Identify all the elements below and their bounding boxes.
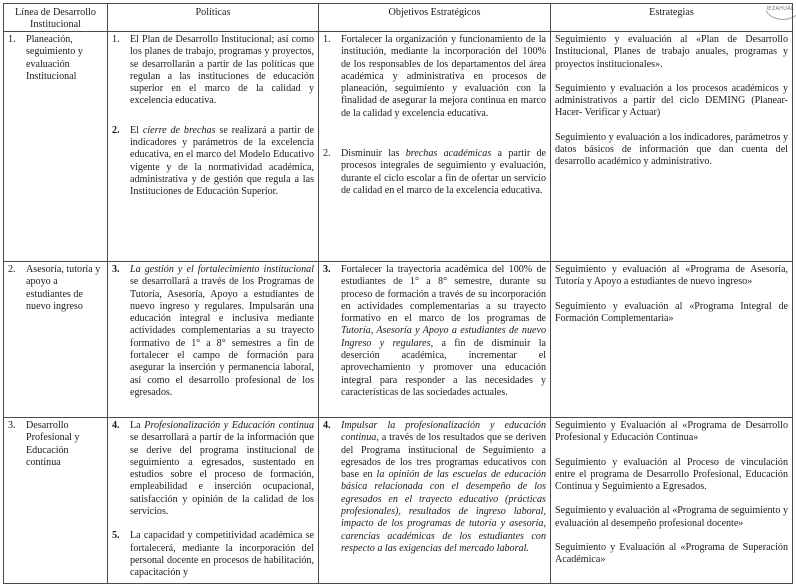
objectives-cell [319, 262, 551, 418]
policies-cell [108, 418, 319, 584]
strategy-text: Seguimiento y evaluación al «Programa de seguimiento y evaluación al desempeño profesional docente» [555, 505, 788, 529]
objectives-cell [319, 32, 551, 262]
line-name: Planeación, seguimiento y evaluación Institucional [26, 34, 83, 82]
line-number: 2. [8, 264, 16, 275]
policy-text: El cierre de brechas se realizará a partir de indicadores y parámetros de la excelencia educativa, en el marco del Modelo Educativo vigente y de la normatividad académica, administrativa y de gestión que regula a las Instituciones de Educación Superior. [130, 124, 315, 198]
policy-number: 2. [112, 124, 120, 136]
policy-text: La capacidad y competitividad académica se fortalecerá, mediante la incorporación del personal docente en procesos de habilitación, capacitación y [130, 530, 314, 579]
table-row [4, 418, 793, 584]
policies-cell [108, 262, 319, 418]
line-name: Asesoría, tutoría y apoyo a estudiantes de nuevo ingreso [26, 264, 101, 312]
line-name: Desarrollo Profesional y Educación continua [26, 420, 80, 468]
policy-text: El Plan de Desarrollo Institucional; así como los planes de trabajo, programas y proyectos, se desarrollarán a partir de las políticas que regulan a las instituciones de educación superior en el marco de la calidad y excelencia educativa. [130, 34, 314, 107]
table-row [4, 32, 793, 262]
table-row [4, 262, 793, 418]
policy-number: 1. [112, 34, 120, 45]
strategies-cell [551, 418, 793, 584]
line-number: 1. [8, 34, 16, 45]
policy-number: 5. [112, 530, 120, 542]
policy-text: La gestión y el fortalecimiento institucional se desarrollará a través de los Programas de Tutoría, Asesoría, Apoyo a estudiantes de nuevo ingreso y regulares. Impulsarán una educación integral e inclusiva mediante actividades complementarias a su trayecto formativo de 1° a 8° semestres a fin de fortalecer el campo de formación para asegurar la inserción y permanencia laboral, así como el desarrollo profesional de los egresados. [130, 264, 314, 398]
strategy-text: Seguimiento y evaluación al «Plan de Desarrollo Institucional, Planes de trabajo anuales, programas y proyectos institucionales». [555, 34, 788, 70]
objective-text: Fortalecer la trayectoria académica del 100% de estudiantes de 1° a 8° semestre, durante su proceso de formación a través de su incorporación en actividades complementarias a su trayecto formativo en el marco de los programas de Tutoría, Asesoría y Apoyo a estudiantes de nuevo Ingreso y regulares, a fin de disminuir la deserción académica, incrementar el aprovechamiento y promover una educación integral para responder a las necesidades y características de las sociedades actuales. [341, 264, 547, 398]
policy-text: La Profesionalización y Educación continua se desarrollará a partir de la información que se derive del programa institucional de seguimiento a egresados, sustentado en estudios sobre el proceso de formación, empleabilidad e inserción ocupacional, satisfacción y opinión de la calidad de los servicios. [130, 420, 314, 518]
objective-text: Impulsar la profesionalización y educación continua, a través de los resultados que se deriven del Programa institucional de Seguimiento a egresados de los tres programas educativos con base en la opinión de las escuelas de educación básica relacionada con el desempeño de los egresados en el trayecto educativo (prácticas profesionales), resultados de ingreso laboral, impacto de los programas de tutoría y asesoría, carencias académicas de los estudiantes con respecto a las exigencias del mercado laboral. [341, 420, 546, 554]
objective-text: Fortalecer la organización y funcionamiento de la institución, mediante la incorporación del 100% de los responsables de los departamentos del área académica y administrativa en procesos de planeación, seguimiento y evaluación con la finalidad de asegurar la mejora continua en marco de la calidad y excelencia educativa. [341, 34, 546, 119]
strategy-text: Seguimiento y evaluación al «Programa de Asesoría, Tutoría y Apoyo a estudiantes de nuevo ingreso» [555, 264, 788, 288]
strategies-cell [551, 262, 793, 418]
objective-number: 4. [323, 420, 331, 431]
objective-number: 3. [323, 264, 331, 275]
objective-number: 1. [323, 34, 331, 45]
objective-number: 2. [323, 148, 331, 160]
header-strategies: Estrategias [551, 4, 793, 32]
objective-text: Disminuir las brechas académicas a partir de procesos integrales de seguimiento y evaluación, durante el ciclo escolar a fin de ofertar un servicio de calidad en el marco de la excelencia educativa. [341, 148, 546, 196]
policies-cell [108, 32, 319, 262]
line-number: 3. [8, 420, 16, 431]
objectives-cell [319, 418, 551, 584]
header-row [4, 4, 793, 32]
strategy-text: Seguimiento y Evaluación al «Programa de Desarrollo Profesional y Educación Continua» [555, 420, 788, 444]
header-objectives: Objetivos Estratégicos [319, 4, 551, 32]
strategy-text: Seguimiento y evaluación a los indicadores, parámetros y datos básicos de información que dan cuenta del desarrollo académico y administrativo. [555, 131, 788, 168]
strategy-text: Seguimiento y evaluación al «Programa Integral de Formación Complementaria» [555, 300, 788, 324]
stamp-text: IEZAHUAL [766, 6, 794, 12]
header-line: Línea de Desarrollo Institucional [4, 4, 108, 32]
strategy-text: Seguimiento y evaluación a los procesos académicos y administrativos a partir del ciclo DEMING (Planear-Hacer- Verificar y Actuar) [555, 82, 788, 119]
policy-number: 4. [112, 420, 120, 431]
policy-number: 3. [112, 264, 120, 275]
line-cell [4, 262, 108, 418]
strategies-cell [551, 32, 793, 262]
strategy-text: Seguimiento y evaluación al Proceso de vinculación entre el programa de Desarrollo Profesional, Educación Continua y Seguimiento a Egresados. [555, 456, 788, 493]
development-lines-table [3, 3, 793, 584]
line-cell [4, 32, 108, 262]
strategy-text: Seguimiento y Evaluación al «Programa de Superación Académica» [555, 542, 788, 566]
header-policies: Políticas [108, 4, 319, 32]
line-cell [4, 418, 108, 584]
